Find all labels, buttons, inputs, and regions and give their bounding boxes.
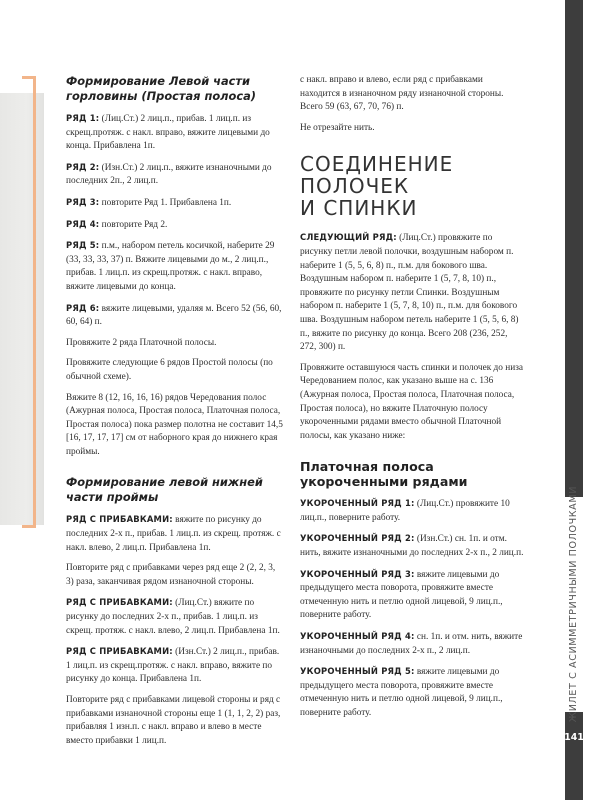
- row-text: сн. 1п. и отм. нить, вяжите изнаночными до последних 2-х п., 2 лиц.п.: [300, 632, 523, 656]
- row-text: вяжите лицевыми до предыдущего места поворота, провяжите вместе отмеченную нить и петлю одной лицевой, 9 лиц.п., поверните работу.: [300, 569, 503, 621]
- paragraph-instruction: Повторите ряд с прибавками через ряд еще 2 (2, 2, 3, 3) раза, заканчивая рядом изнаночной стороны.: [66, 563, 276, 587]
- row-label: УКОРОЧЕННЫЙ РЯД 3:: [300, 568, 415, 579]
- paragraph-row-1: [66, 112, 284, 154]
- row-label: УКОРОЧЕННЫЙ РЯД 4:: [300, 631, 415, 642]
- accent-bracket: [22, 76, 36, 528]
- heading-left-neckline: Формирование Левой части горловины (Простая полоса): [66, 74, 256, 103]
- paragraph-short-row-1: [300, 497, 524, 525]
- row-label: УКОРОЧЕННЫЙ РЯД 2:: [300, 533, 415, 544]
- row-text: (Лиц.Ст.) провяжите по рисунку петли левой полочки, воздушным набором п. наберите 1 (5, 5, 6, 8) п., п.м. для бокового шва. Воздушным набором п. наберите 1 (5, 7, 8, 10) п., провяжите по рисунку петли Спинки. Воздушным набором п. наберите 1 (5, 7, 8, 10) п., п.м. для бокового шва. Воздушным набором петель наберите 1 (5, 5, 6, 8) п., вяжите по рисунку до конца. Всего 208 (236, 252, 272, 300) п.: [300, 233, 519, 353]
- row-label: РЯД 6:: [66, 302, 100, 313]
- section-title-line: ПОЛОЧЕК: [300, 174, 410, 199]
- section-title-joining: [300, 153, 524, 219]
- row-text: (Изн.Ст.) 2 лиц.п., вяжите изнаночными до последних 2п., 2 лиц.п.: [66, 162, 272, 187]
- row-label: УКОРОЧЕННЫЙ РЯД 1:: [300, 498, 415, 509]
- row-label: РЯД 1:: [66, 113, 100, 123]
- paragraph-instruction: Провяжите 2 ряда Платочной полосы.: [66, 337, 217, 348]
- row-text: повторите Ряд 2.: [99, 219, 168, 230]
- chapter-title: ЖИЛЕТ С АСИММЕТРИЧНЫМИ ПОЛОЧКАМИ: [567, 486, 579, 723]
- paragraph-short-row-4: [300, 630, 524, 658]
- row-text: (Лиц.Ст.) провяжите 10 лиц.п., поверните работу.: [300, 499, 510, 523]
- paragraph-short-row-5: [300, 665, 524, 720]
- paragraph-next-row: [300, 231, 524, 354]
- paragraph-short-row-2: [300, 532, 524, 560]
- paragraph-increase-row: [66, 513, 284, 555]
- row-text: (Лиц.Ст.) вяжите по рисунку до последних 2-х п., прибав. 1 лиц.п. из скрещ. протяж. с накл. влево, 2 лиц.п. Прибавлена 1п.: [66, 598, 280, 636]
- page-number: 141: [564, 732, 584, 743]
- row-label: РЯД 3:: [66, 196, 100, 207]
- paragraph-instruction: Провяжите следующие 6 рядов Простой полосы (по обычной схеме).: [66, 358, 273, 382]
- paragraph-row-3: [66, 196, 284, 211]
- row-label: РЯД С ПРИБАВКАМИ:: [66, 646, 173, 657]
- paragraph-short-row-3: [300, 568, 524, 623]
- row-text: (Изн.Ст.) сн. 1п. и отм. нить, вяжите изнаночными до последних 2-х п., 2 лиц.п.: [300, 534, 524, 559]
- chapter-title-box: [562, 486, 584, 723]
- row-text: п.м., набором петель косичкой, наберите 29 (33, 33, 33, 37) п. Вяжите лицевыми до м., 2 лиц.п., прибав. 1 лиц.п. из скрещ.протяж. с накл. вправо, вяжите лицевыми до конца.: [66, 241, 275, 292]
- paragraph-row-5: [66, 239, 284, 294]
- paragraph-increase-row: [66, 596, 284, 638]
- row-label: РЯД С ПРИБАВКАМИ:: [66, 597, 173, 608]
- section-title-line: СОЕДИНЕНИЕ: [300, 152, 454, 177]
- paragraph-increase-row: [66, 645, 284, 687]
- paragraph-continued: с накл. вправо и влево, если ряд с прибавками находится в изнаночном ряду изнаночной стороны. Всего 59 (63, 67, 70, 76) п.: [300, 75, 504, 113]
- row-text: вяжите лицевыми, удаляя м. Всего 52 (56, 60, 60, 64) п.: [66, 303, 282, 328]
- paragraph-instruction: Не отрезайте нить.: [300, 122, 375, 133]
- left-column: [66, 74, 284, 755]
- row-label: РЯД 4:: [66, 218, 100, 229]
- row-label: СЛЕДУЮЩИЙ РЯД:: [300, 232, 397, 243]
- heading-left-armhole: Формирование левой нижней части проймы: [66, 475, 263, 505]
- paragraph-row-2: [66, 161, 284, 189]
- row-text: (Лиц.Ст.) 2 лиц.п., прибав. 1 лиц.п. из скрещ.протяж. с накл. вправо, вяжите лицевыми до конца. Прибавлена 1п.: [66, 114, 270, 152]
- row-text: (Изн.Ст.) 2 лиц.п., прибав. 1 лиц.п. из скрещ.протяж. с накл. вправо, вяжите по рисунку до конца. Прибавлена 1п.: [66, 647, 280, 685]
- paragraph-instruction: Повторите ряд с прибавками лицевой стороны и ряд с прибавками изнаночной стороны еще 1 (1, 1, 2, 2) раз, прибавляя 1 изн.п. с накл. вправо и влево в месте вместо прибавки 1 лиц.п.: [66, 695, 281, 746]
- row-label: УКОРОЧЕННЫЙ РЯД 5:: [300, 666, 415, 677]
- row-label: РЯД 2:: [66, 161, 100, 172]
- row-label: РЯД С ПРИБАВКАМИ:: [66, 514, 173, 525]
- paragraph-row-6: [66, 302, 284, 330]
- row-text: вяжите по рисунку до последних 2-х п., прибав. 1 лиц.п. из скрещ. протяж. с накл. влево, 2 лиц.п. Прибавлена 1п.: [66, 515, 281, 553]
- paragraph-row-4: [66, 218, 284, 233]
- paragraph-instruction: Вяжите 8 (12, 16, 16, 16) рядов Чередования полос (Ажурная полоса, Простая полоса, Платочная полоса, Простая полоса) пока размер полотна не составит 14,5 [16, 17, 17, 17] см от наборного края до нижнего края проймы.: [66, 392, 283, 457]
- row-label: РЯД 5:: [66, 240, 100, 251]
- row-text: повторите Ряд 1. Прибавлена 1п.: [99, 197, 232, 208]
- row-text: вяжите лицевыми до предыдущего места поворота, провяжите вместе отмеченную нить и петлю одной лицевой, 9 лиц.п., поверните работу.: [300, 667, 503, 718]
- paragraph-instruction: Провяжите оставшуюся часть спинки и полочек до низа Чередованием полос, как указано выше на с. 136 (Ажурная полоса, Простая полоса, Платочная полоса, Простая полоса), но вяжите Платочную полосу укороченными рядами вместо обычной Платочной полосы, как указано ниже:: [300, 362, 524, 441]
- right-column: [300, 74, 524, 728]
- heading-short-rows: Платочная полоса укороченными рядами: [300, 459, 468, 490]
- section-title-line: И СПИНКИ: [300, 196, 418, 221]
